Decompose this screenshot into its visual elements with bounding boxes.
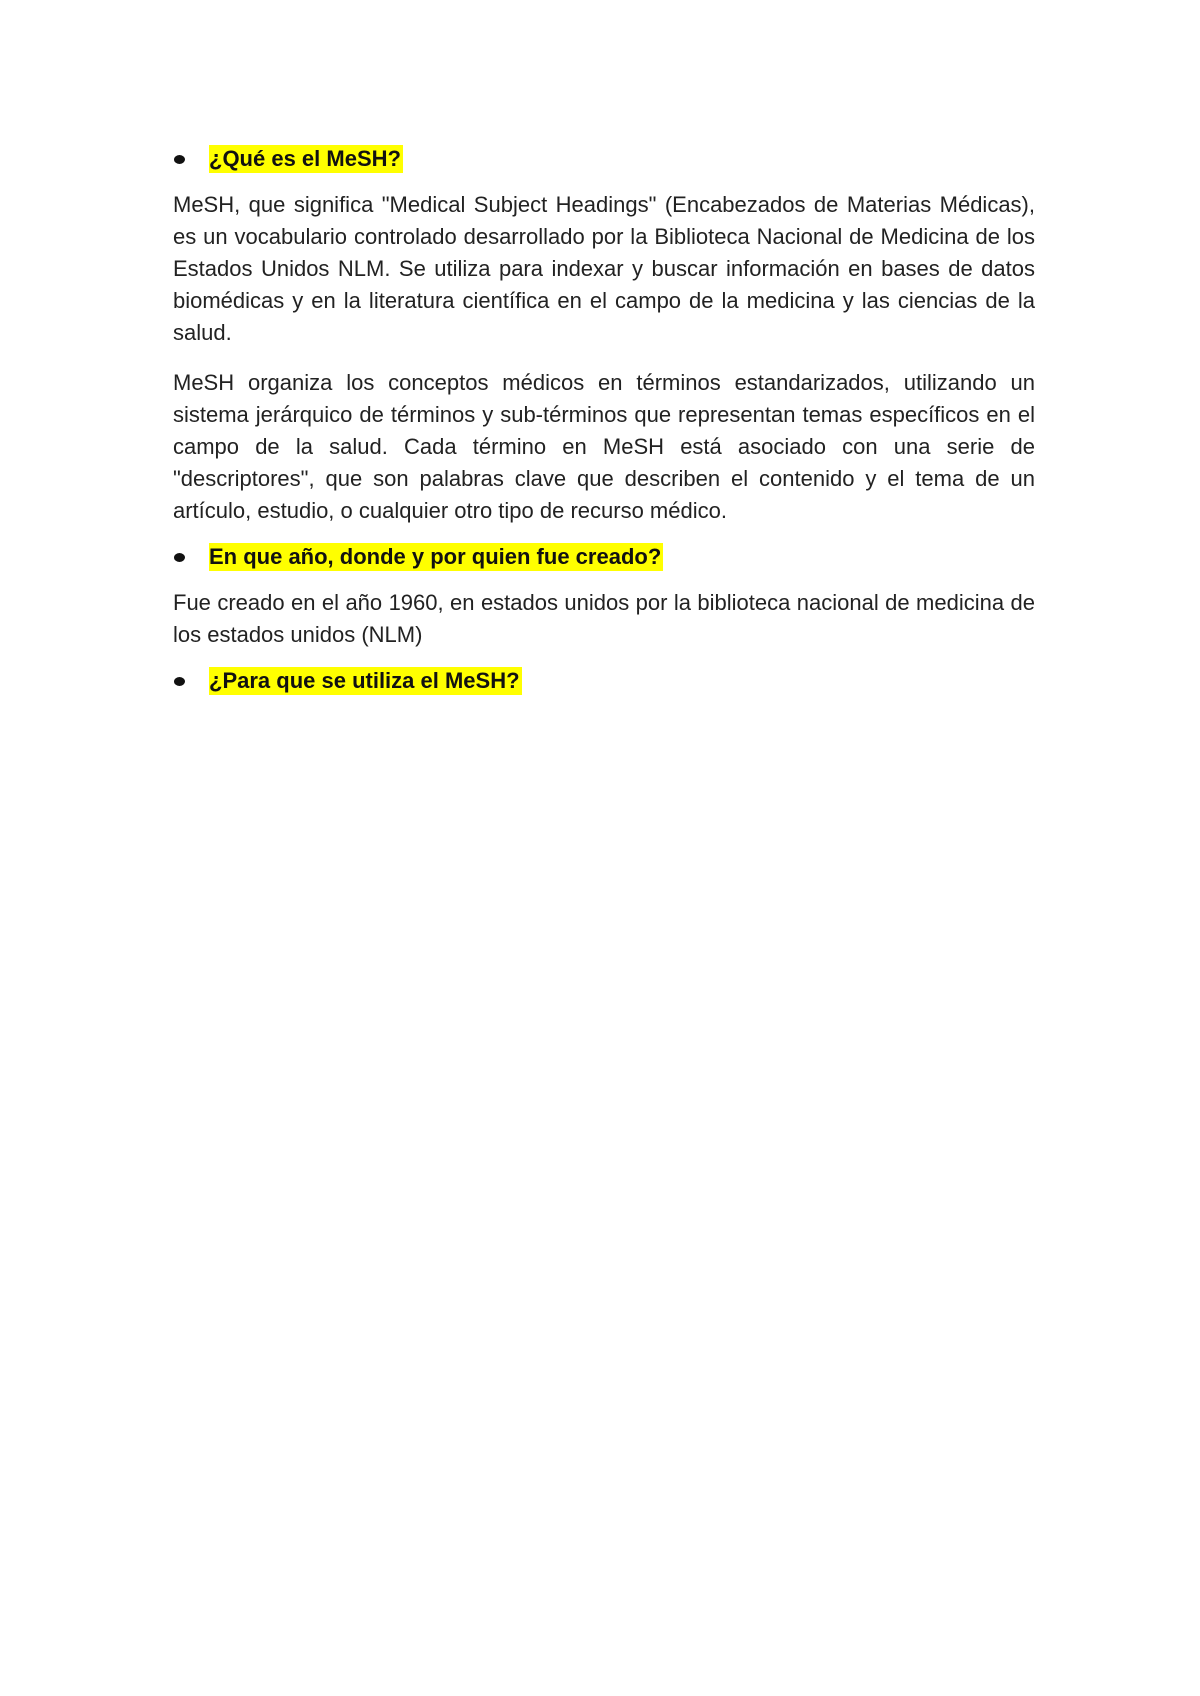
bullet-icon bbox=[174, 677, 185, 686]
paragraph-definition: MeSH, que significa "Medical Subject Headings" (Encabezados de Materias Médicas), es un vocabulario controlado desarrollado por la Biblioteca Nacional de Medicina de los Estados Unidos NLM. Se utiliza para indexar y buscar información en bases de datos biomédicas y en la literatura científica en el campo de la medicina y las ciencias de la salud. bbox=[173, 192, 1035, 345]
paragraph-organization: MeSH organiza los conceptos médicos en términos estandarizados, utilizando un sistema jerárquico de términos y sub-términos que representan temas específicos en el campo de la salud. Cada término en MeSH está asociado con una serie de "descriptores", que son palabras clave que describen el contenido y el tema de un artículo, estudio, o cualquier otro tipo de recurso médico. bbox=[173, 370, 1035, 523]
section-heading-what-is-mesh bbox=[173, 143, 1035, 175]
bullet-icon bbox=[174, 553, 185, 562]
document-body bbox=[173, 143, 1035, 711]
heading-text: En que año, donde y por quien fue creado? bbox=[209, 544, 662, 569]
heading-text: ¿Para que se utiliza el MeSH? bbox=[209, 668, 520, 693]
section-heading-creation bbox=[173, 541, 1035, 573]
heading-text: ¿Qué es el MeSH? bbox=[209, 146, 401, 171]
paragraph-creation: Fue creado en el año 1960, en estados unidos por la biblioteca nacional de medicina de los estados unidos (NLM) bbox=[173, 590, 1035, 647]
section-heading-usage bbox=[173, 665, 1035, 697]
bullet-icon bbox=[174, 155, 185, 164]
